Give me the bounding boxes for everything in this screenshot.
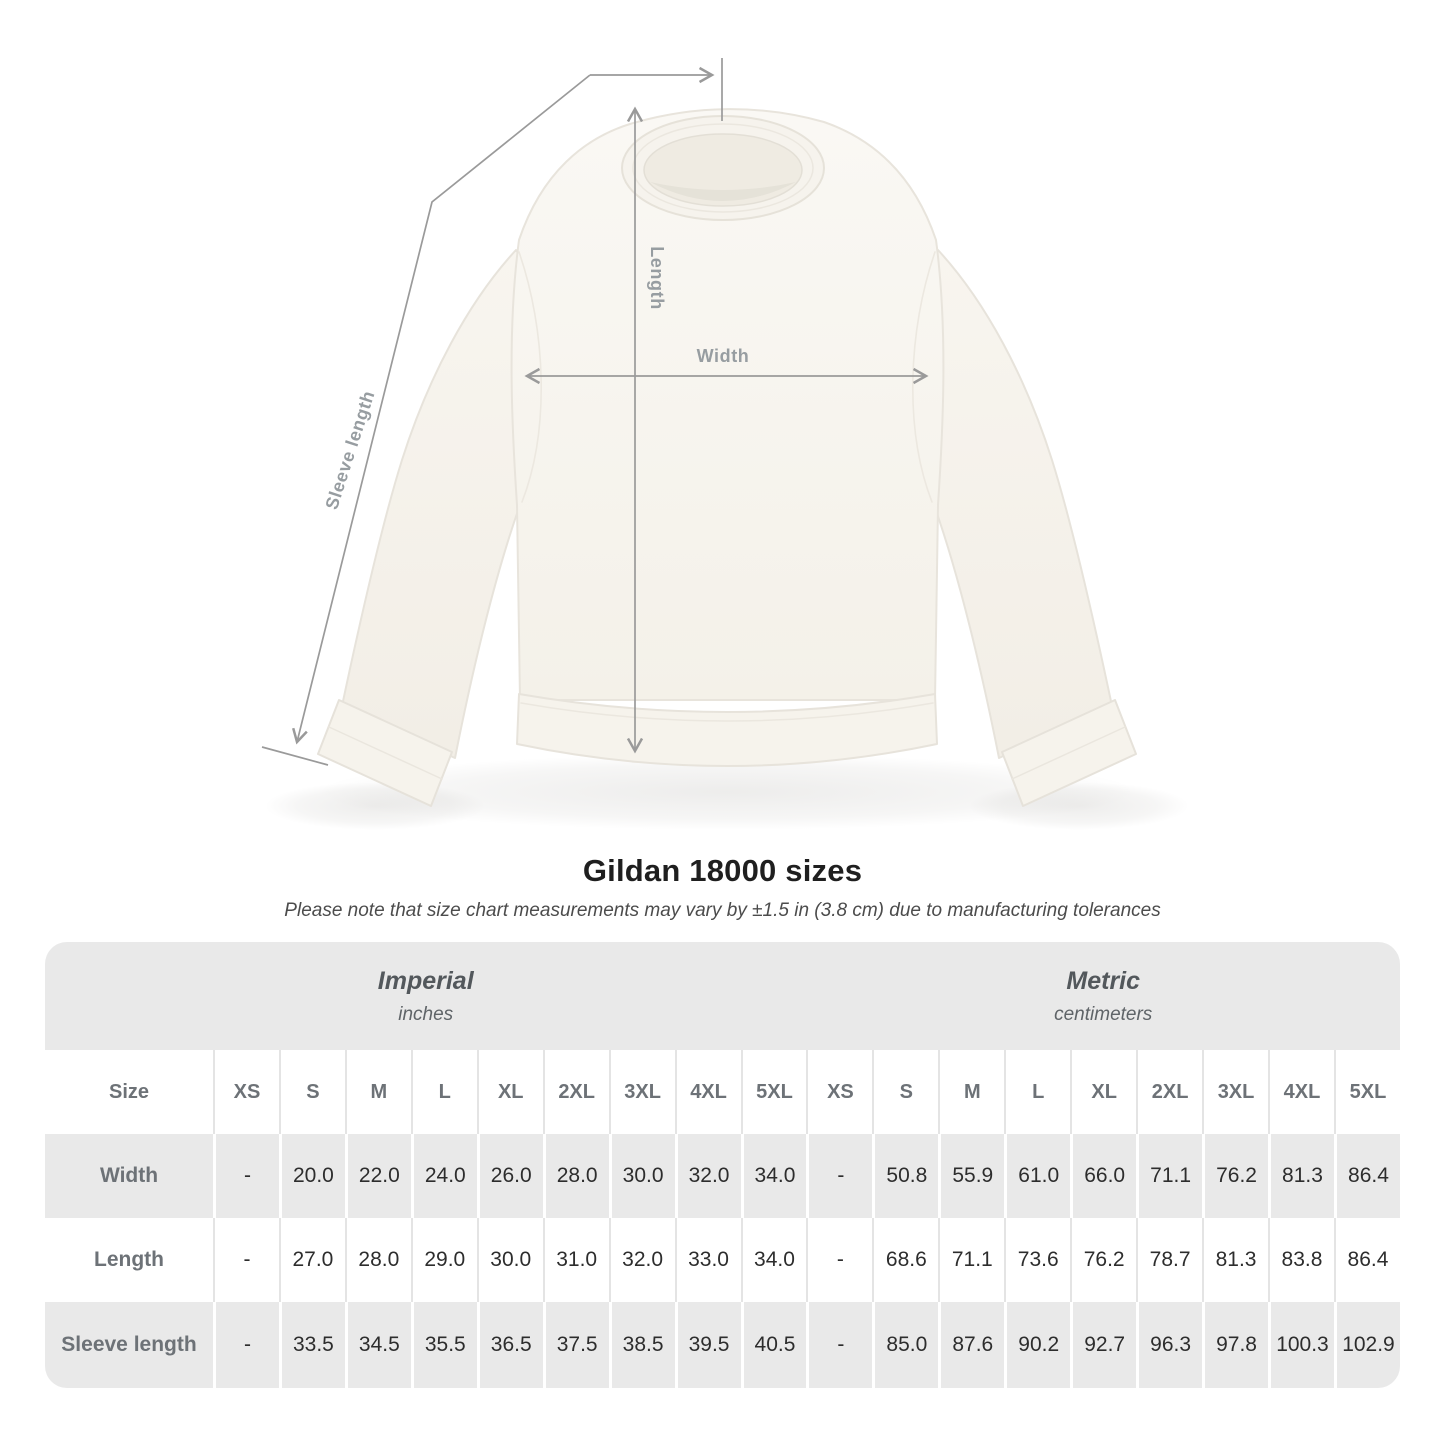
value-cell: - <box>213 1302 279 1388</box>
sleeve-length-label: Sleeve length <box>321 388 379 512</box>
value-cell: 76.2 <box>1070 1218 1136 1302</box>
cuff-tick <box>262 747 328 765</box>
value-cell: 28.0 <box>543 1134 609 1218</box>
value-cell: 97.8 <box>1202 1302 1268 1388</box>
metric-label: Metric <box>1066 966 1141 995</box>
length-row <box>45 1218 1400 1302</box>
value-cell: - <box>806 1302 872 1388</box>
value-cell: 55.9 <box>938 1134 1004 1218</box>
value-cell: 83.8 <box>1268 1218 1334 1302</box>
size-header: 5XL <box>741 1050 807 1134</box>
value-cell: 38.5 <box>609 1302 675 1388</box>
value-cell: 39.5 <box>675 1302 741 1388</box>
right-sleeve <box>920 250 1112 758</box>
value-cell: 28.0 <box>345 1218 411 1302</box>
size-header: M <box>938 1050 1004 1134</box>
value-cell: 71.1 <box>1136 1134 1202 1218</box>
value-cell: 76.2 <box>1202 1134 1268 1218</box>
value-cell: 86.4 <box>1334 1134 1400 1218</box>
size-header: 5XL <box>1334 1050 1400 1134</box>
row-label: Width <box>45 1134 213 1218</box>
value-cell: - <box>806 1134 872 1218</box>
value-cell: 81.3 <box>1202 1218 1268 1302</box>
imperial-band <box>45 942 806 1050</box>
value-cell: 30.0 <box>477 1218 543 1302</box>
size-header: XL <box>477 1050 543 1134</box>
row-label: Sleeve length <box>45 1302 213 1388</box>
size-header: L <box>1004 1050 1070 1134</box>
left-sleeve <box>342 250 534 758</box>
size-header: S <box>279 1050 345 1134</box>
sweatshirt-illustration <box>318 109 1136 806</box>
imperial-unit: inches <box>398 1003 454 1025</box>
value-cell: 92.7 <box>1070 1302 1136 1388</box>
value-cell: 87.6 <box>938 1302 1004 1388</box>
imperial-label: Imperial <box>377 966 474 995</box>
unit-band-row <box>45 942 1400 1050</box>
value-cell: 102.9 <box>1334 1302 1400 1388</box>
value-cell: 37.5 <box>543 1302 609 1388</box>
crewneck-collar <box>622 116 824 220</box>
waistband <box>517 694 937 766</box>
size-header: 2XL <box>543 1050 609 1134</box>
metric-unit: centimeters <box>1054 1003 1153 1025</box>
value-cell: 50.8 <box>872 1134 938 1218</box>
value-cell: 71.1 <box>938 1218 1004 1302</box>
size-header: S <box>872 1050 938 1134</box>
value-cell: - <box>213 1218 279 1302</box>
value-cell: - <box>806 1218 872 1302</box>
value-cell: 96.3 <box>1136 1302 1202 1388</box>
value-cell: 26.0 <box>477 1134 543 1218</box>
row-label: Length <box>45 1218 213 1302</box>
width-row <box>45 1134 1400 1218</box>
value-cell: 34.0 <box>741 1134 807 1218</box>
value-cell: - <box>213 1134 279 1218</box>
size-header: XS <box>213 1050 279 1134</box>
value-cell: 24.0 <box>411 1134 477 1218</box>
size-header-row <box>45 1050 1400 1134</box>
size-header: 3XL <box>1202 1050 1268 1134</box>
value-cell: 90.2 <box>1004 1302 1070 1388</box>
value-cell: 35.5 <box>411 1302 477 1388</box>
value-cell: 31.0 <box>543 1218 609 1302</box>
value-cell: 36.5 <box>477 1302 543 1388</box>
tolerance-note: Please note that size chart measurements may vary by ±1.5 in (3.8 cm) due to manufacturing tolerances <box>284 900 1161 921</box>
value-cell: 78.7 <box>1136 1218 1202 1302</box>
value-cell: 40.5 <box>741 1302 807 1388</box>
value-cell: 73.6 <box>1004 1218 1070 1302</box>
size-table-container <box>45 942 1400 1388</box>
value-cell: 61.0 <box>1004 1134 1070 1218</box>
metric-band <box>806 942 1400 1050</box>
length-label: Length <box>647 246 667 310</box>
size-table <box>45 942 1400 1388</box>
size-header: 3XL <box>609 1050 675 1134</box>
size-header: L <box>411 1050 477 1134</box>
sleeve-length-row <box>45 1302 1400 1388</box>
size-header: XL <box>1070 1050 1136 1134</box>
width-label: Width <box>696 346 750 366</box>
value-cell: 86.4 <box>1334 1218 1400 1302</box>
value-cell: 66.0 <box>1070 1134 1136 1218</box>
value-cell: 100.3 <box>1268 1302 1334 1388</box>
size-header: 4XL <box>675 1050 741 1134</box>
value-cell: 32.0 <box>609 1218 675 1302</box>
size-header: M <box>345 1050 411 1134</box>
value-cell: 30.0 <box>609 1134 675 1218</box>
size-header: XS <box>806 1050 872 1134</box>
value-cell: 27.0 <box>279 1218 345 1302</box>
size-col-header: Size <box>45 1050 213 1134</box>
value-cell: 22.0 <box>345 1134 411 1218</box>
value-cell: 34.5 <box>345 1302 411 1388</box>
value-cell: 34.0 <box>741 1218 807 1302</box>
value-cell: 33.0 <box>675 1218 741 1302</box>
size-header: 2XL <box>1136 1050 1202 1134</box>
size-header: 4XL <box>1268 1050 1334 1134</box>
page-title: Gildan 18000 sizes <box>582 853 863 888</box>
value-cell: 85.0 <box>872 1302 938 1388</box>
value-cell: 33.5 <box>279 1302 345 1388</box>
value-cell: 29.0 <box>411 1218 477 1302</box>
value-cell: 68.6 <box>872 1218 938 1302</box>
value-cell: 20.0 <box>279 1134 345 1218</box>
value-cell: 32.0 <box>675 1134 741 1218</box>
value-cell: 81.3 <box>1268 1134 1334 1218</box>
